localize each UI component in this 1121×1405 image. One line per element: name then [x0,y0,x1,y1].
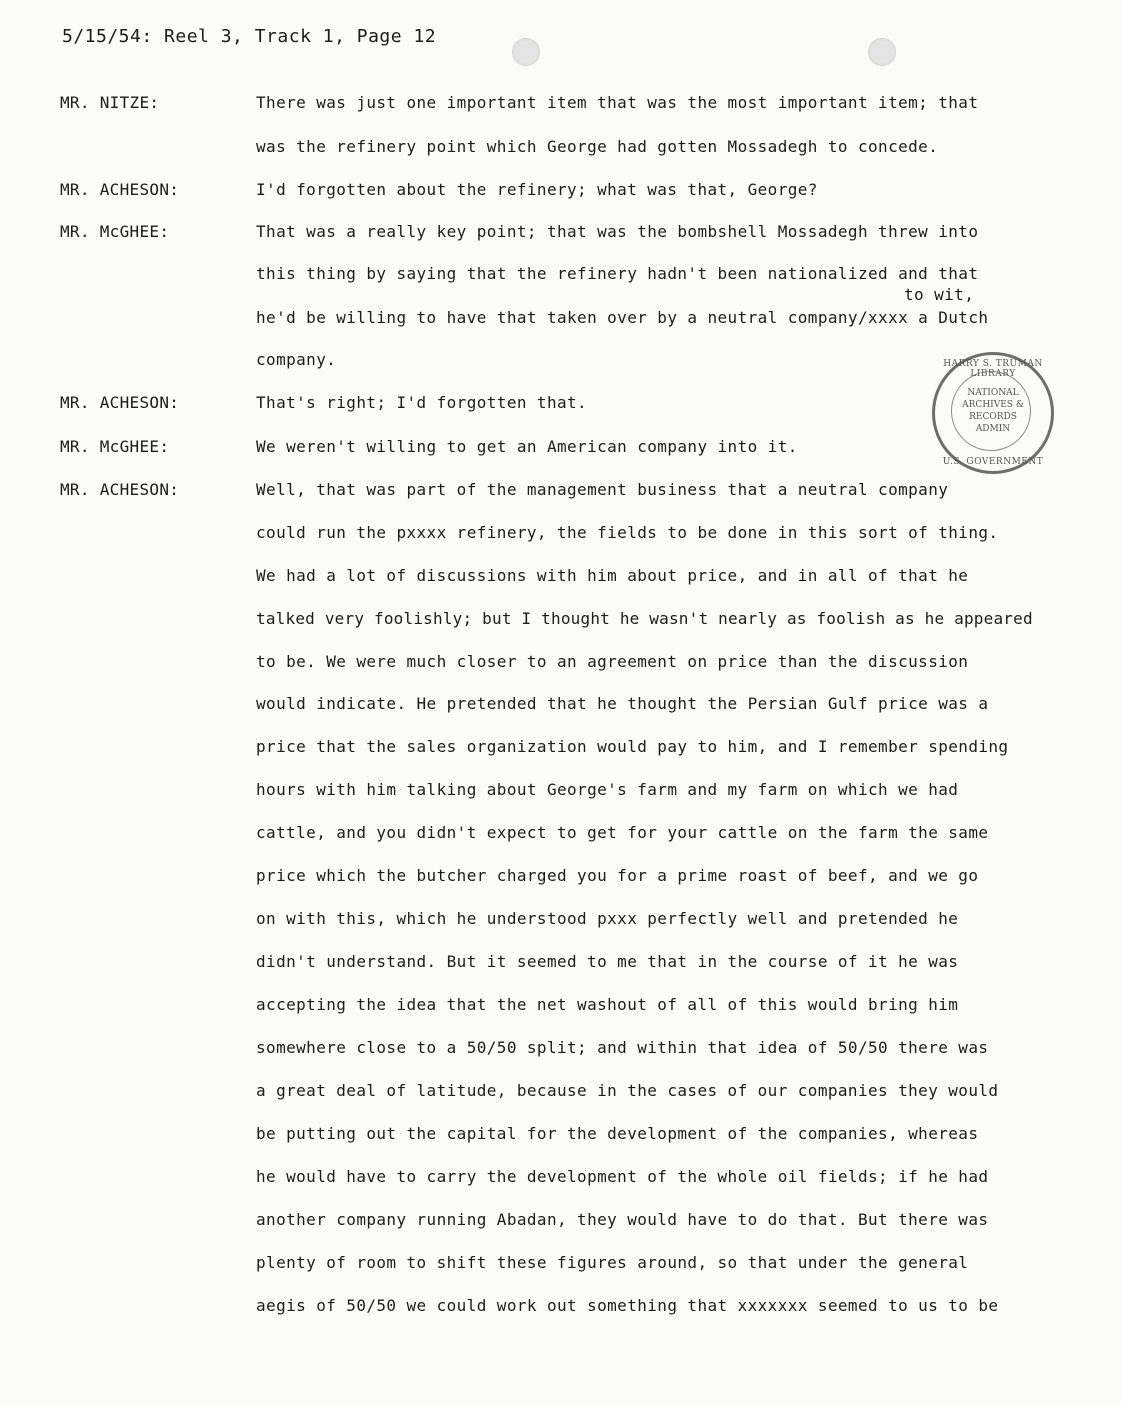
transcript-line [0,137,1121,161]
transcript-line [0,222,1121,246]
speaker-label: MR. ACHESON: [60,480,180,499]
speaker-label: MR. McGHEE: [60,437,170,456]
line-text: would indicate. He pretended that he thought the Persian Gulf price was a [256,694,989,713]
handwritten-insertion: to wit, [904,285,975,304]
line-text: We weren't willing to get an American company into it. [256,437,798,456]
transcript-line [0,823,1121,847]
line-text: be putting out the capital for the development of the companies, whereas [256,1124,979,1143]
line-text: was the refinery point which George had gotten Mossadegh to concede. [256,137,939,156]
stamp-center-line: ARCHIVES & [962,400,1024,410]
transcript-line [0,180,1121,204]
line-text: a great deal of latitude, because in the cases of our companies they would [256,1081,999,1100]
speaker-label: MR. McGHEE: [60,222,170,241]
transcript-line [0,609,1121,633]
line-text: hours with him talking about George's farm and my farm on which we had [256,780,959,799]
line-text: That was a really key point; that was the bombshell Mossadegh threw into [256,222,979,241]
transcript-line [0,1253,1121,1277]
line-text: to be. We were much closer to an agreement on price than the discussion [256,652,969,671]
line-text: We had a lot of discussions with him about price, and in all of that he [256,566,969,585]
transcript-line [0,93,1121,117]
transcript-line [0,1167,1121,1191]
transcript-line [0,566,1121,590]
line-text: could run the pxxxx refinery, the fields to be done in this sort of thing. [256,523,999,542]
transcript-line [0,952,1121,976]
stamp-center-line: NATIONAL [967,388,1019,398]
line-text: There was just one important item that was the most important item; that [256,93,979,112]
transcript-line [0,1210,1121,1234]
transcript-line [0,1296,1121,1320]
line-text: Well, that was part of the management business that a neutral company [256,480,949,499]
line-text: price which the butcher charged you for a prime roast of beef, and we go [256,866,979,885]
transcript-line [0,694,1121,718]
stamp-bottom-text: U.S. GOVERNMENT [942,457,1044,467]
transcript-line [0,523,1121,547]
transcript-line [0,652,1121,676]
transcript-line [0,909,1121,933]
transcript-line [0,480,1121,504]
punch-hole [868,38,896,66]
stamp-center-text [955,387,1031,435]
punch-hole [512,38,540,66]
stamp-center-line: RECORDS [969,412,1017,422]
line-text: didn't understand. But it seemed to me that in the course of it he was [256,952,959,971]
line-text: price that the sales organization would pay to him, and I remember spending [256,737,1009,756]
line-text: on with this, which he understood pxxx perfectly well and pretended he [256,909,959,928]
line-text: plenty of room to shift these figures around, so that under the general [256,1253,969,1272]
line-text: this thing by saying that the refinery hadn't been nationalized and that [256,264,979,283]
transcript-line [0,737,1121,761]
transcript-line [0,1124,1121,1148]
line-text: he would have to carry the development of the whole oil fields; if he had [256,1167,989,1186]
line-text: That's right; I'd forgotten that. [256,393,588,412]
speaker-label: MR. ACHESON: [60,180,180,199]
speaker-label: MR. ACHESON: [60,393,180,412]
library-stamp [932,352,1054,474]
line-text: somewhere close to a 50/50 split; and within that idea of 50/50 there was [256,1038,989,1057]
line-text: cattle, and you didn't expect to get for your cattle on the farm the same [256,823,989,842]
stamp-center-line: ADMIN [975,424,1011,434]
transcript-line [0,995,1121,1019]
line-text: I'd forgotten about the refinery; what was that, George? [256,180,818,199]
line-text: he'd be willing to have that taken over by a neutral company/xxxx a Dutch [256,308,989,327]
transcript-line [0,866,1121,890]
transcript-line [0,1038,1121,1062]
transcript-line [0,780,1121,804]
line-text: accepting the idea that the net washout of all of this would bring him [256,995,959,1014]
transcript-line [0,1081,1121,1105]
page-header: 5/15/54: Reel 3, Track 1, Page 12 [62,26,437,47]
line-text: another company running Abadan, they would have to do that. But there was [256,1210,989,1229]
stamp-top-text: HARRY S. TRUMAN LIBRARY [943,359,1043,379]
speaker-label: MR. NITZE: [60,93,160,112]
transcript-line [0,308,1121,332]
line-text: aegis of 50/50 we could work out something that xxxxxxx seemed to us to be [256,1296,999,1315]
line-text: talked very foolishly; but I thought he wasn't nearly as foolish as he appeared [256,609,1033,628]
line-text: company. [256,350,337,369]
